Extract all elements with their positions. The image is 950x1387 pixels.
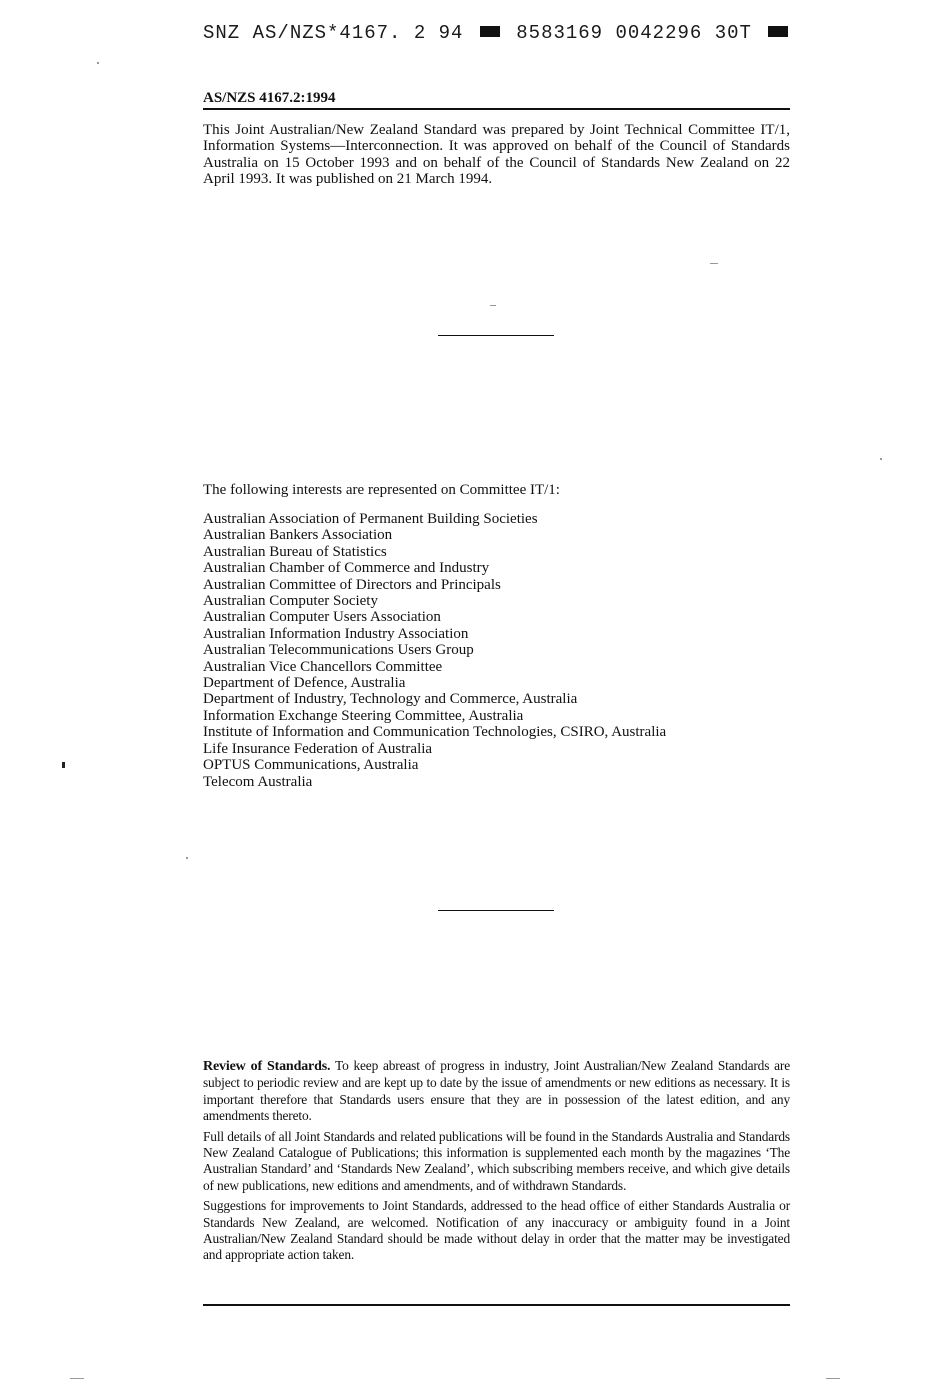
footer-rule [203, 1304, 790, 1306]
committee-member: Department of Defence, Australia [203, 675, 406, 692]
scan-speck [490, 305, 496, 306]
section-divider [438, 910, 554, 911]
committee-member: Information Exchange Steering Committee, Australia [203, 707, 524, 724]
committee-member: Australian Bureau of Statistics [203, 543, 387, 560]
committee-member: Australian Telecommunications Users Group [203, 642, 474, 659]
committee-member: OPTUS Communications, Australia [203, 757, 419, 774]
scan-speck [186, 857, 188, 859]
committee-member: Australian Computer Users Association [203, 609, 441, 626]
scan-speck [70, 1378, 84, 1379]
committee-member: Department of Industry, Technology and Commerce, Australia [203, 691, 578, 708]
committee-member: Australian Committee of Directors and Principals [203, 576, 501, 593]
review-paragraph: Suggestions for improvements to Joint Standards, addressed to the head office of either Standards Australia or Standards New Zealand, are welcomed. Notification of any inaccuracy or ambiguity found in a Joint Australian/New Zealand Standard should be made without delay in order that the matter may be investigated and appropriate action taken. [203, 1198, 790, 1263]
committee-member: Australian Bankers Association [203, 527, 393, 544]
review-paragraph: Full details of all Joint Standards and related publications will be found in the Standards Australia and Standards New Zealand Catalogue of Publications; this information is supplemented each month by the magazines ‘The Australian Standard’ and ‘Standards New Zealand’, which subscribing members receive, and which give details of new publications, new editions and amendments, and of withdrawn Standards. [203, 1128, 790, 1193]
redaction-block [480, 26, 500, 37]
committee-intro: The following interests are represented on Committee IT/1: [203, 482, 560, 498]
scan-speck [97, 62, 99, 64]
committee-member: Institute of Information and Communication Technologies, CSIRO, Australia [203, 724, 667, 741]
scan-header [203, 22, 763, 44]
document-id: AS/NZS 4167.2:1994 [203, 90, 336, 106]
preparation-note: This Joint Australian/New Zealand Standard was prepared by Joint Technical Committee IT/1, Information Systems—Interconnection. It was approved on behalf of the Council of Standards Australia on 15 October 1993 and on behalf of the Council of Standards New Zealand on 22 April 1993. It was published on 21 March 1994. [203, 122, 790, 188]
committee-member: Australian Chamber of Commerce and Industry [203, 560, 490, 577]
committee-member: Australian Association of Permanent Building Societies [203, 511, 538, 527]
committee-member: Australian Computer Society [203, 593, 378, 610]
review-of-standards [203, 1058, 790, 1268]
committee-member: Australian Vice Chancellors Committee [203, 658, 443, 675]
scan-speck [710, 263, 718, 264]
section-divider [438, 335, 554, 336]
review-paragraph: Review of Standards. To keep abreast of progress in industry, Joint Australian/New Zealand Standards are subject to periodic review and are kept up to date by the issue of amendments or new editions as necessary. It is important therefore that Standards users ensure that they are in possession of the latest edition, and any amendments thereto. [203, 1058, 790, 1124]
scan-speck [826, 1378, 840, 1379]
committee-member-list [203, 511, 666, 790]
scan-speck [880, 458, 882, 460]
scan-header-left: SNZ AS/NZS*4167. 2 94 [203, 22, 464, 44]
header-rule [203, 108, 790, 110]
committee-member: Australian Information Industry Association [203, 625, 469, 642]
committee-member: Life Insurance Federation of Australia [203, 740, 433, 757]
review-heading: Review of Standards. [203, 1059, 331, 1074]
committee-member: Telecom Australia [203, 773, 313, 790]
scan-header-right: 8583169 0042296 30T [516, 22, 752, 44]
redaction-block [768, 26, 788, 37]
scan-speck [62, 762, 65, 768]
